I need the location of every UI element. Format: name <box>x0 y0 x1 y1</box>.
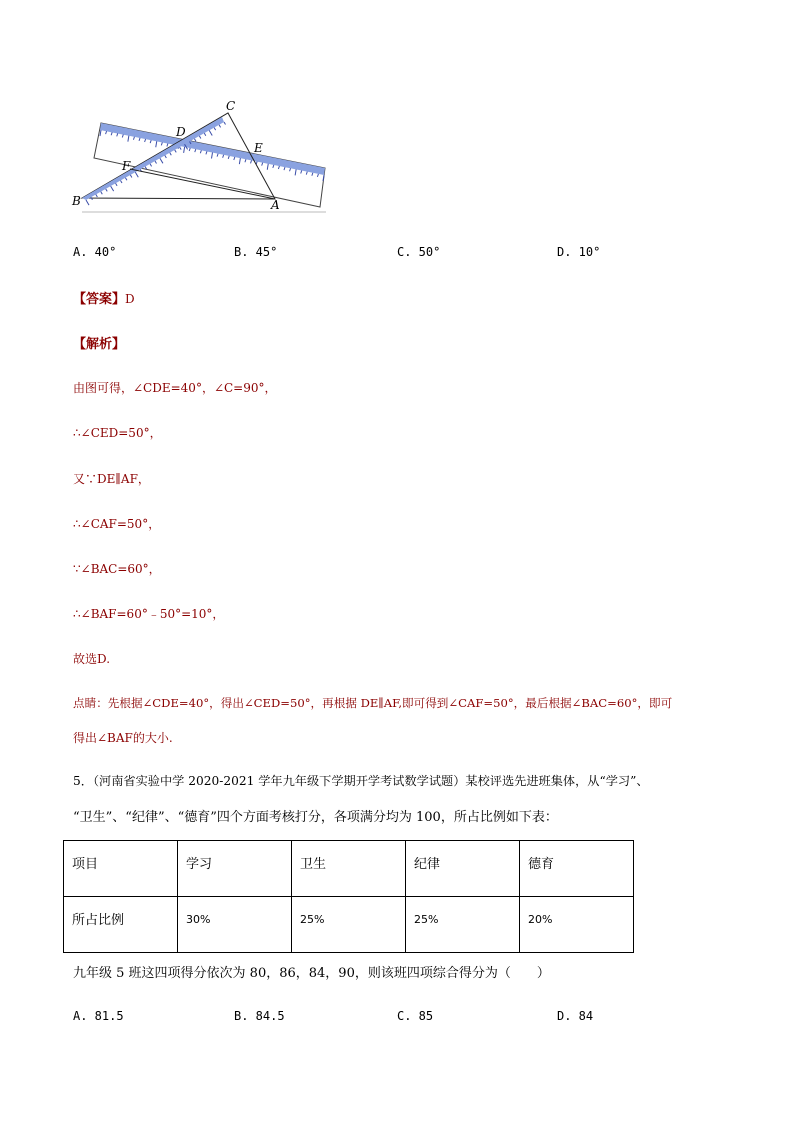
q4-option-d: D. 10° <box>557 245 601 259</box>
setsquare-tick <box>121 181 123 184</box>
table-cell: 项目 <box>64 841 178 897</box>
answer-value: D <box>125 292 135 306</box>
geometry-figure <box>60 95 335 220</box>
table-cell: 30% <box>178 897 292 953</box>
label-e: E <box>254 141 263 155</box>
q5-followup: 九年级 5 班这四项得分依次为 80，86，84，90，则该班四项综合得分为（ ） <box>73 966 550 981</box>
setsquare-tick <box>106 189 108 192</box>
setsquare-tick <box>86 200 89 205</box>
setsquare-tick <box>135 172 138 177</box>
setsquare-tick <box>204 133 206 136</box>
q5-option-b: B. 84.5 <box>234 1009 285 1023</box>
table-cell: 25% <box>406 897 520 953</box>
q5-option-c: C. 85 <box>397 1009 434 1023</box>
table-cell: 卫生 <box>292 841 406 897</box>
analysis-line-6: ∴∠BAF=60°﹣50°=10°， <box>73 607 225 621</box>
setsquare-tick <box>111 186 114 191</box>
setsquare-tick <box>224 122 226 125</box>
setsquare-tick <box>96 194 98 197</box>
analysis-line-1: 由图可得，∠CDE=40°，∠C=90°， <box>73 381 277 395</box>
analysis-line-5: ∵∠BAC=60°， <box>73 562 161 576</box>
q5-stem-line-2: “卫生”、“纪律”、“德育”四个方面考核打分，各项满分均为 100，所占比例如下表： <box>73 810 558 825</box>
label-d: D <box>176 125 186 139</box>
analysis-line-2: ∴∠CED=50°， <box>73 426 162 440</box>
label-f: F <box>122 159 131 173</box>
analysis-comment-1: 点睛：先根据∠CDE=40°，得出∠CED=50°，再根据 DE∥AF,即可得到∠CAF=50°，最后根据∠BAC=60°，即可 <box>73 696 673 710</box>
analysis-line-3: 又∵DE∥AF， <box>73 472 150 486</box>
setsquare-tick <box>101 192 103 195</box>
q4-option-c: C. 50° <box>397 245 441 259</box>
analysis-line-4: ∴∠CAF=50°， <box>73 517 161 531</box>
analysis-line-7: 故选D. <box>73 652 111 666</box>
table-cell: 所占比例 <box>64 897 178 953</box>
setsquare-tick <box>214 128 216 131</box>
label-c: C <box>226 99 236 113</box>
setsquare-tick <box>194 139 196 142</box>
table-cell: 学习 <box>178 841 292 897</box>
table-cell: 纪律 <box>406 841 520 897</box>
table-row <box>64 897 634 953</box>
table-row <box>64 841 634 897</box>
label-b: B <box>72 194 81 208</box>
label-a: A <box>271 198 280 212</box>
setsquare-tick <box>199 136 201 139</box>
answer-line <box>73 288 135 307</box>
answer-tag: 【答案】 <box>73 292 126 307</box>
setsquare-tick <box>116 183 118 186</box>
table-cell: 20% <box>520 897 634 953</box>
analysis-comment-2: 得出∠BAF的大小. <box>73 731 173 745</box>
setsquare-tick <box>209 130 212 135</box>
table-cell: 25% <box>292 897 406 953</box>
q5-option-d: D. 84 <box>557 1009 594 1023</box>
q5-option-a: A. 81.5 <box>73 1009 124 1023</box>
table-cell: 德育 <box>520 841 634 897</box>
setsquare-tick <box>125 178 127 181</box>
q4-option-b: B. 45° <box>234 245 278 259</box>
ratio-table <box>63 840 634 953</box>
q4-option-a: A. 40° <box>73 245 117 259</box>
setsquare-tick <box>130 175 132 178</box>
q5-stem-line-1: 5．（河南省实验中学 2020-2021 学年九年级下学期开学考试数学试题）某校评选先进班集体，从“学习”、 <box>73 774 649 788</box>
setsquare-tick <box>219 125 221 128</box>
analysis-tag: 【解析】 <box>73 337 126 352</box>
